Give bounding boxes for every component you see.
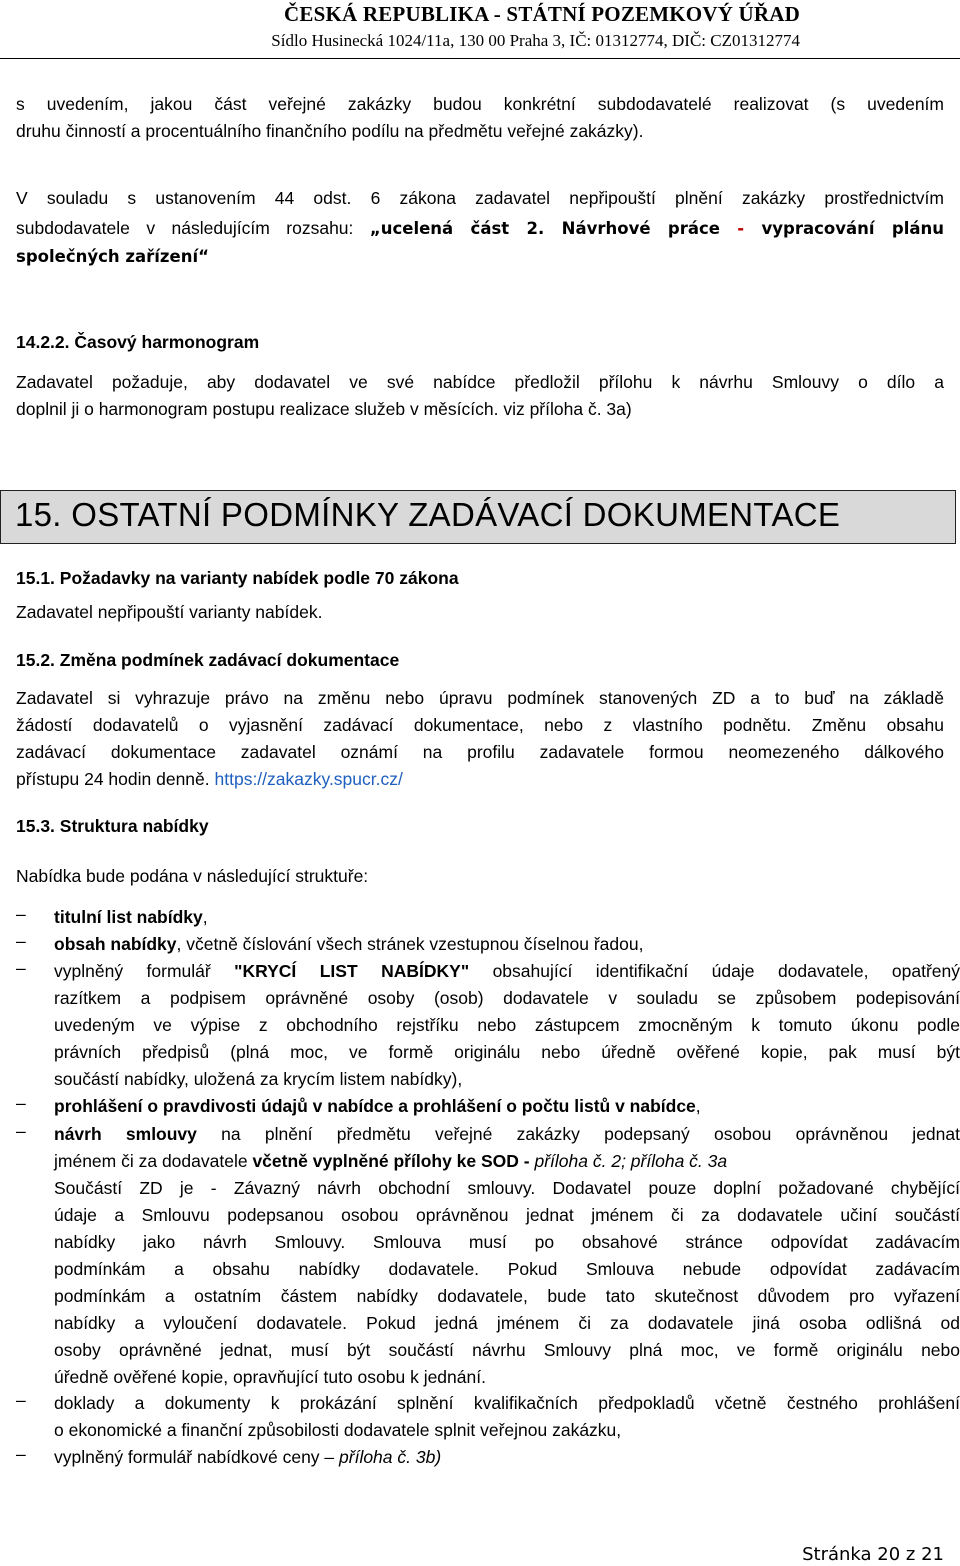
s15-2-line-2: žádostí dodavatelů o vyjasnění zadávací dokumentace, nebo z vlastního podnětu. Změnu obsahu [16,715,944,735]
bullet-dash: – [16,931,26,951]
subcontract-dash: - [737,219,745,238]
header-address: Sídlo Husinecká 1024/11a, 130 00 Praha 3, IČ: 01312774, DIČ: CZ01312774 [271,31,800,50]
bullet-dash: – [16,958,26,978]
subcontract-quote: „ucelená část 2. Návrhové práce [369,219,738,238]
header-title: ČESKÁ REPUBLIKA - STÁTNÍ POZEMKOVÝ ÚŘAD [284,2,800,26]
subcontract-line-1: V souladu s ustanovením 44 odst. 6 zákona zadavatel nepřipouští plnění zakázky prostřednictvím [16,188,944,208]
bullet-dash: – [16,904,26,924]
bullet-dash: – [16,1390,26,1410]
section-15-1-title: 15.1. Požadavky na varianty nabídek podle 70 zákona [16,568,459,588]
s14-2-2-line-2: doplnil ji o harmonogram postupu realizace služeb v měsících. viz příloha č. 3a) [16,399,632,419]
s15-2-line-4: přístupu 24 hodin denně. https://zakazky.spucr.cz/ [16,769,403,789]
section-15-1-text: Zadavatel nepřipouští varianty nabídek. [16,602,323,622]
subcontract-line-3: společných zařízení“ [16,247,209,266]
s15-3-intro: Nabídka bude podána v následující struktuře: [16,866,369,886]
s14-2-2-line-1: Zadavatel požaduje, aby dodavatel ve své nabídce předložil přílohu k návrhu Smlouvy o dílo a [16,372,944,392]
page-number: Stránka 20 z 21 [802,1544,944,1565]
bullet-dash: – [16,1121,26,1141]
subcontract-line-2: subdodavatele v následujícím rozsahu: „ucelená část 2. Návrhové práce - vypracování plánu [16,218,944,238]
intro-line-2: druhu činností a procentuálního finančního podílu na předmětu veřejné zakázky). [16,121,644,141]
intro-line-1: s uvedením, jakou část veřejné zakázky budou konkrétní subdodavatelé realizovat (s uvedením [16,94,944,114]
section-14-2-2-title: 14.2.2. Časový harmonogram [16,332,260,352]
section-15-2-title: 15.2. Změna podmínek zadávací dokumentace [16,650,400,670]
bullet-dash: – [16,1093,26,1113]
header-divider [0,58,960,59]
bullet-dash: – [16,1444,26,1464]
s15-2-line-1: Zadavatel si vyhrazuje právo na změnu nebo úpravu podmínek stanovených ZD a to buď na základě [16,688,944,708]
section-15-3-title: 15.3. Struktura nabídky [16,816,209,836]
s15-2-line-3: zadávací dokumentace zadavatel oznámí na profilu zadavatele formou neomezeného dálkového [16,742,944,762]
profile-link[interactable]: https://zakazky.spucr.cz/ [214,769,403,789]
section-15-heading: 15. OSTATNÍ PODMÍNKY ZADÁVACÍ DOKUMENTACE [0,490,956,544]
